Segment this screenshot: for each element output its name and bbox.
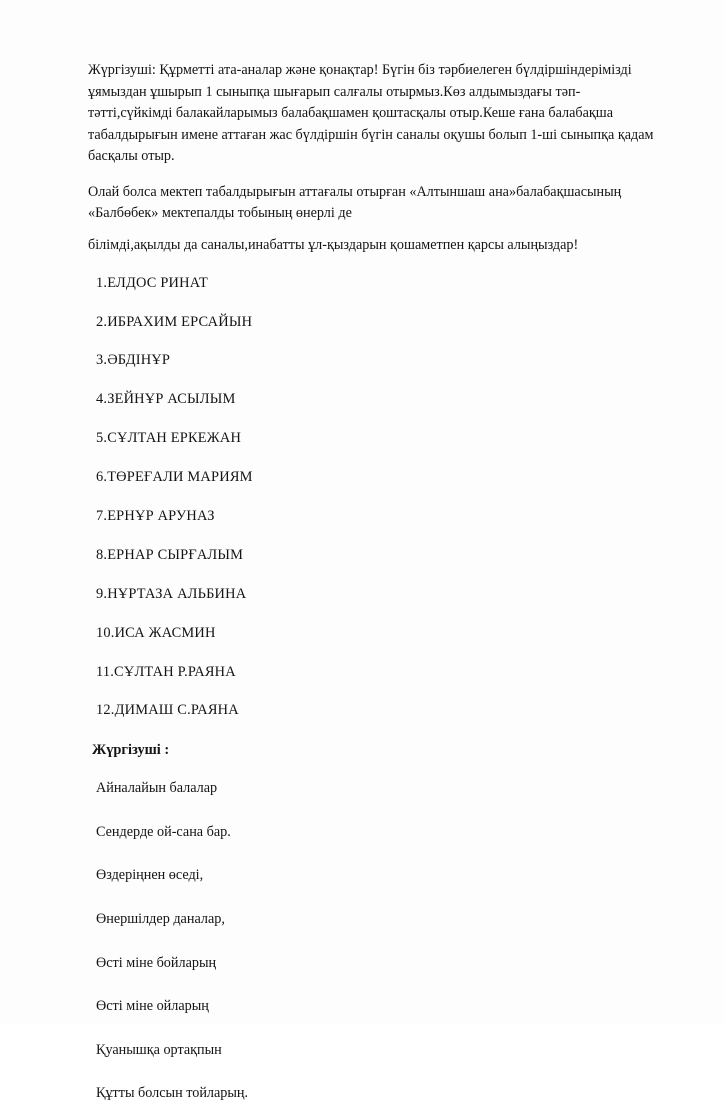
list-item: 2.ИБРАХИМ ЕРСАЙЫН — [96, 313, 253, 330]
verse-line: Өздеріңнен өседі, — [96, 867, 204, 884]
children-list — [88, 273, 654, 723]
verse-line: Құтты болсын тойларың. — [96, 1085, 249, 1102]
list-item: 10.ИСА ЖАСМИН — [96, 624, 216, 641]
list-item: 1.ЕЛДОС РИНАТ — [96, 274, 209, 291]
intro-paragraph-2: Олай болса мектеп табалдырығын аттағалы отырған «Алтыншаш ана»балабақшасының «Балбөбек» мектепалды тобының өнерлі де — [88, 183, 622, 222]
list-item: 3.ӘБДІНҰР — [96, 352, 171, 369]
list-item: 5.СҰЛТАН ЕРКЕЖАН — [96, 430, 242, 447]
verse-line: Қуанышқа ортақпын — [96, 1041, 222, 1058]
list-item: 8.ЕРНАР СЫРҒАЛЫМ — [96, 546, 244, 563]
list-item: 11.СҰЛТАН Р.РАЯНА — [96, 663, 236, 680]
list-item: 6.ТӨРЕҒАЛИ МАРИЯМ — [96, 469, 253, 486]
intro-paragraph-1: Жүргізуші: Құрметті ата-аналар және қонақтар! Бүгін біз тәрбиелеген бүлдіршіндерімізді ұямыздан ұшырып 1 сыныпқа шығарып салғалы отырмыз.Көз алдымыздағы тәп-тәтті,сүйкімді балакайларымыз балабақшамен қоштасқалы отыр.Кеше ғана балабақша табалдырығын имене аттаған жас бүлдіршін бүгін саналы оқушы болып 1-ші сыныпқа қадам басқалы отыр. — [88, 62, 654, 165]
verse-line: Өнершілдер даналар, — [96, 910, 225, 927]
host-label: Жүргізуші : — [92, 742, 170, 759]
list-item: 7.ЕРНҰР АРУНАЗ — [96, 507, 215, 524]
verse-block — [88, 778, 654, 1105]
document-body — [88, 60, 654, 1105]
list-item: 12.ДИМАШ С.РАЯНА — [96, 702, 239, 719]
verse-line: Өсті міне бойларың — [96, 954, 217, 971]
list-item: 9.НҰРТАЗА АЛЬБИНА — [96, 585, 247, 602]
verse-line: Сендерде ой-сана бар. — [96, 823, 231, 840]
intro-paragraph-3: білімді,ақылды да саналы,инабатты ұл-қыздарын қошаметпен қарсы алыңыздар! — [88, 237, 579, 254]
verse-line: Өсті міне ойларың — [96, 998, 209, 1015]
verse-line: Айналайын балалар — [96, 780, 218, 797]
list-item: 4.ЗЕЙНҰР АСЫЛЫМ — [96, 391, 236, 408]
